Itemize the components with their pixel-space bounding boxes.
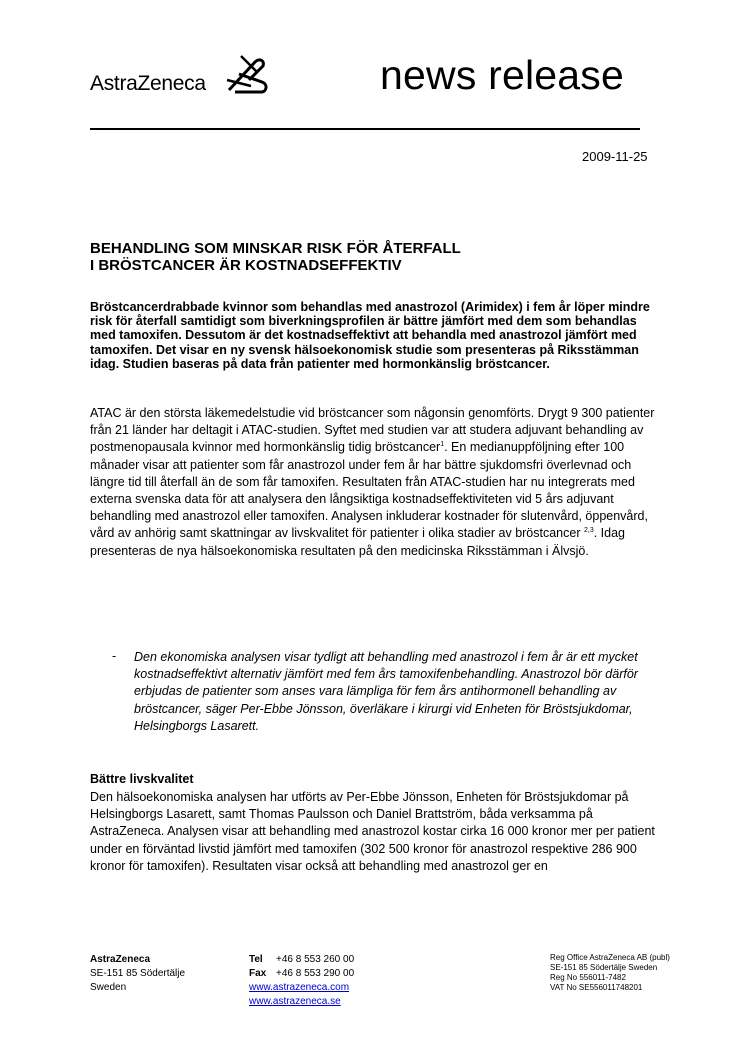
footer-company: AstraZeneca [90,954,151,965]
headline-line-2: I BRÖSTCANCER ÄR KOSTNADSEFFEKTIV [90,257,402,274]
quote-paragraph: Den ekonomiska analysen visar tydligt att behandling med anastrozol i fem år är ett mycket kostnadseffektivt alternativ jämfört med fem års tamoxifenbehandling. Anastrozol bör därför erbjudas de patienter som anses vara lämpliga för fem års antihormonell behandling av bröstcancer, säger Per-Ebbe Jönsson, överläkare i kirurgi vid Enheten för Bröstsjukdomar, Helsingborgs Lasarett. [134,650,638,733]
fax-number: +46 8 553 290 00 [276,968,355,979]
company-logo-text: AstraZeneca [90,72,206,95]
tel-number: +46 8 553 260 00 [276,954,355,965]
section-heading: Bättre livskvalitet [90,772,194,786]
body-text: ATAC är den största läkemedelstudie vid bröstcancer som någonsin genomförts. Drygt 9 300 patienter från 21 länder har deltagit i ATAC-studien. Syftet med studien var att studera adjuvant behandling av postmenopausala kvinnor med hormonkänslig tidig bröstcancer [90,406,655,455]
fax-label: Fax [249,968,267,979]
footer-registration [550,953,670,993]
footer-country: Sweden [90,982,127,993]
quote-bullet: - [112,649,117,663]
lead-paragraph: Bröstcancerdrabbade kvinnor som behandlas med anastrozol (Arimidex) i fem år löper mindre risk för återfall samtidigt som biverkningsprofilen är bättre jämfört med dem som behandlas med tamoxifen. Dessutom är det kostnadseffektivt att behandla med anastrozol jämfört med tamoxifen. Det visar en ny svensk hälsoekonomisk studie som presenteras på Riksstämman idag. Studien baseras på data från patienter med hormonkänslig bröstcancer. [90,300,650,371]
body-paragraph-2: Den hälsoekonomiska analysen har utförts av Per-Ebbe Jönsson, Enheten för Bröstsjukdomar på Helsingborgs Lasarett, samt Thomas Paulsson och Daniel Brattström, båda verksamma på AstraZeneca. Analysen visar att behandling med anastrozol kostar cirka 16 000 kronor mer per patient under en förväntad livstid jämfört med tamoxifen (302 500 kronor för anastrozol respektive 286 900 kronor för tamoxifen). Resultaten visar också att behandling med anastrozol ger en [90,790,655,873]
footer-address [90,953,185,995]
body-text: . Idag presenteras de nya hälsoekonomiska resultaten på den medicinska Riksstämman i Älvsjö. [90,526,625,558]
astrazeneca-logo-icon [221,50,271,96]
body-paragraph-1 [90,405,655,560]
vat-number: VAT No SE556011748201 [550,983,643,992]
headline [90,240,610,274]
body-text: . En medianuppföljning efter 100 månader visar att patienter som får anastrozol under fem år har bättre sjukdomsfri överlevnad och längre tid till återfall än de som får tamoxifen. Resultaten från ATAC-studien har nu integrerats med externa svenska data för att analysera den långsiktiga kostnadseffektiviteten vid 5 års adjuvant behandling med anastrozol eller tamoxifen. Analysen inkluderar kostnader för slutenvård, öppenvård, vård av anhörig samt skattningar av livskvalitet för patienter i olika stadier av bröstcancer [90,440,648,541]
tel-label: Tel [249,954,263,965]
footnote-ref: 1 [440,441,445,449]
release-date: 2009-11-25 [582,149,648,164]
headline-line-1: BEHANDLING SOM MINSKAR RISK FÖR ÅTERFALL [90,240,461,257]
reg-office: Reg Office AstraZeneca AB (publ) [550,953,670,962]
page-title: news release [380,52,624,98]
website-link-com[interactable]: www.astrazeneca.com [249,982,350,993]
footer-contact [249,953,354,1009]
reg-address: SE-151 85 Södertälje Sweden [550,963,658,972]
footer-address-line: SE-151 85 Södertälje [90,968,186,979]
reg-number: Reg No 556011-7482 [550,973,626,982]
website-link-se[interactable]: www.astrazeneca.se [249,996,341,1007]
header-divider [90,128,640,130]
footnote-ref: 2,3 [583,527,594,535]
